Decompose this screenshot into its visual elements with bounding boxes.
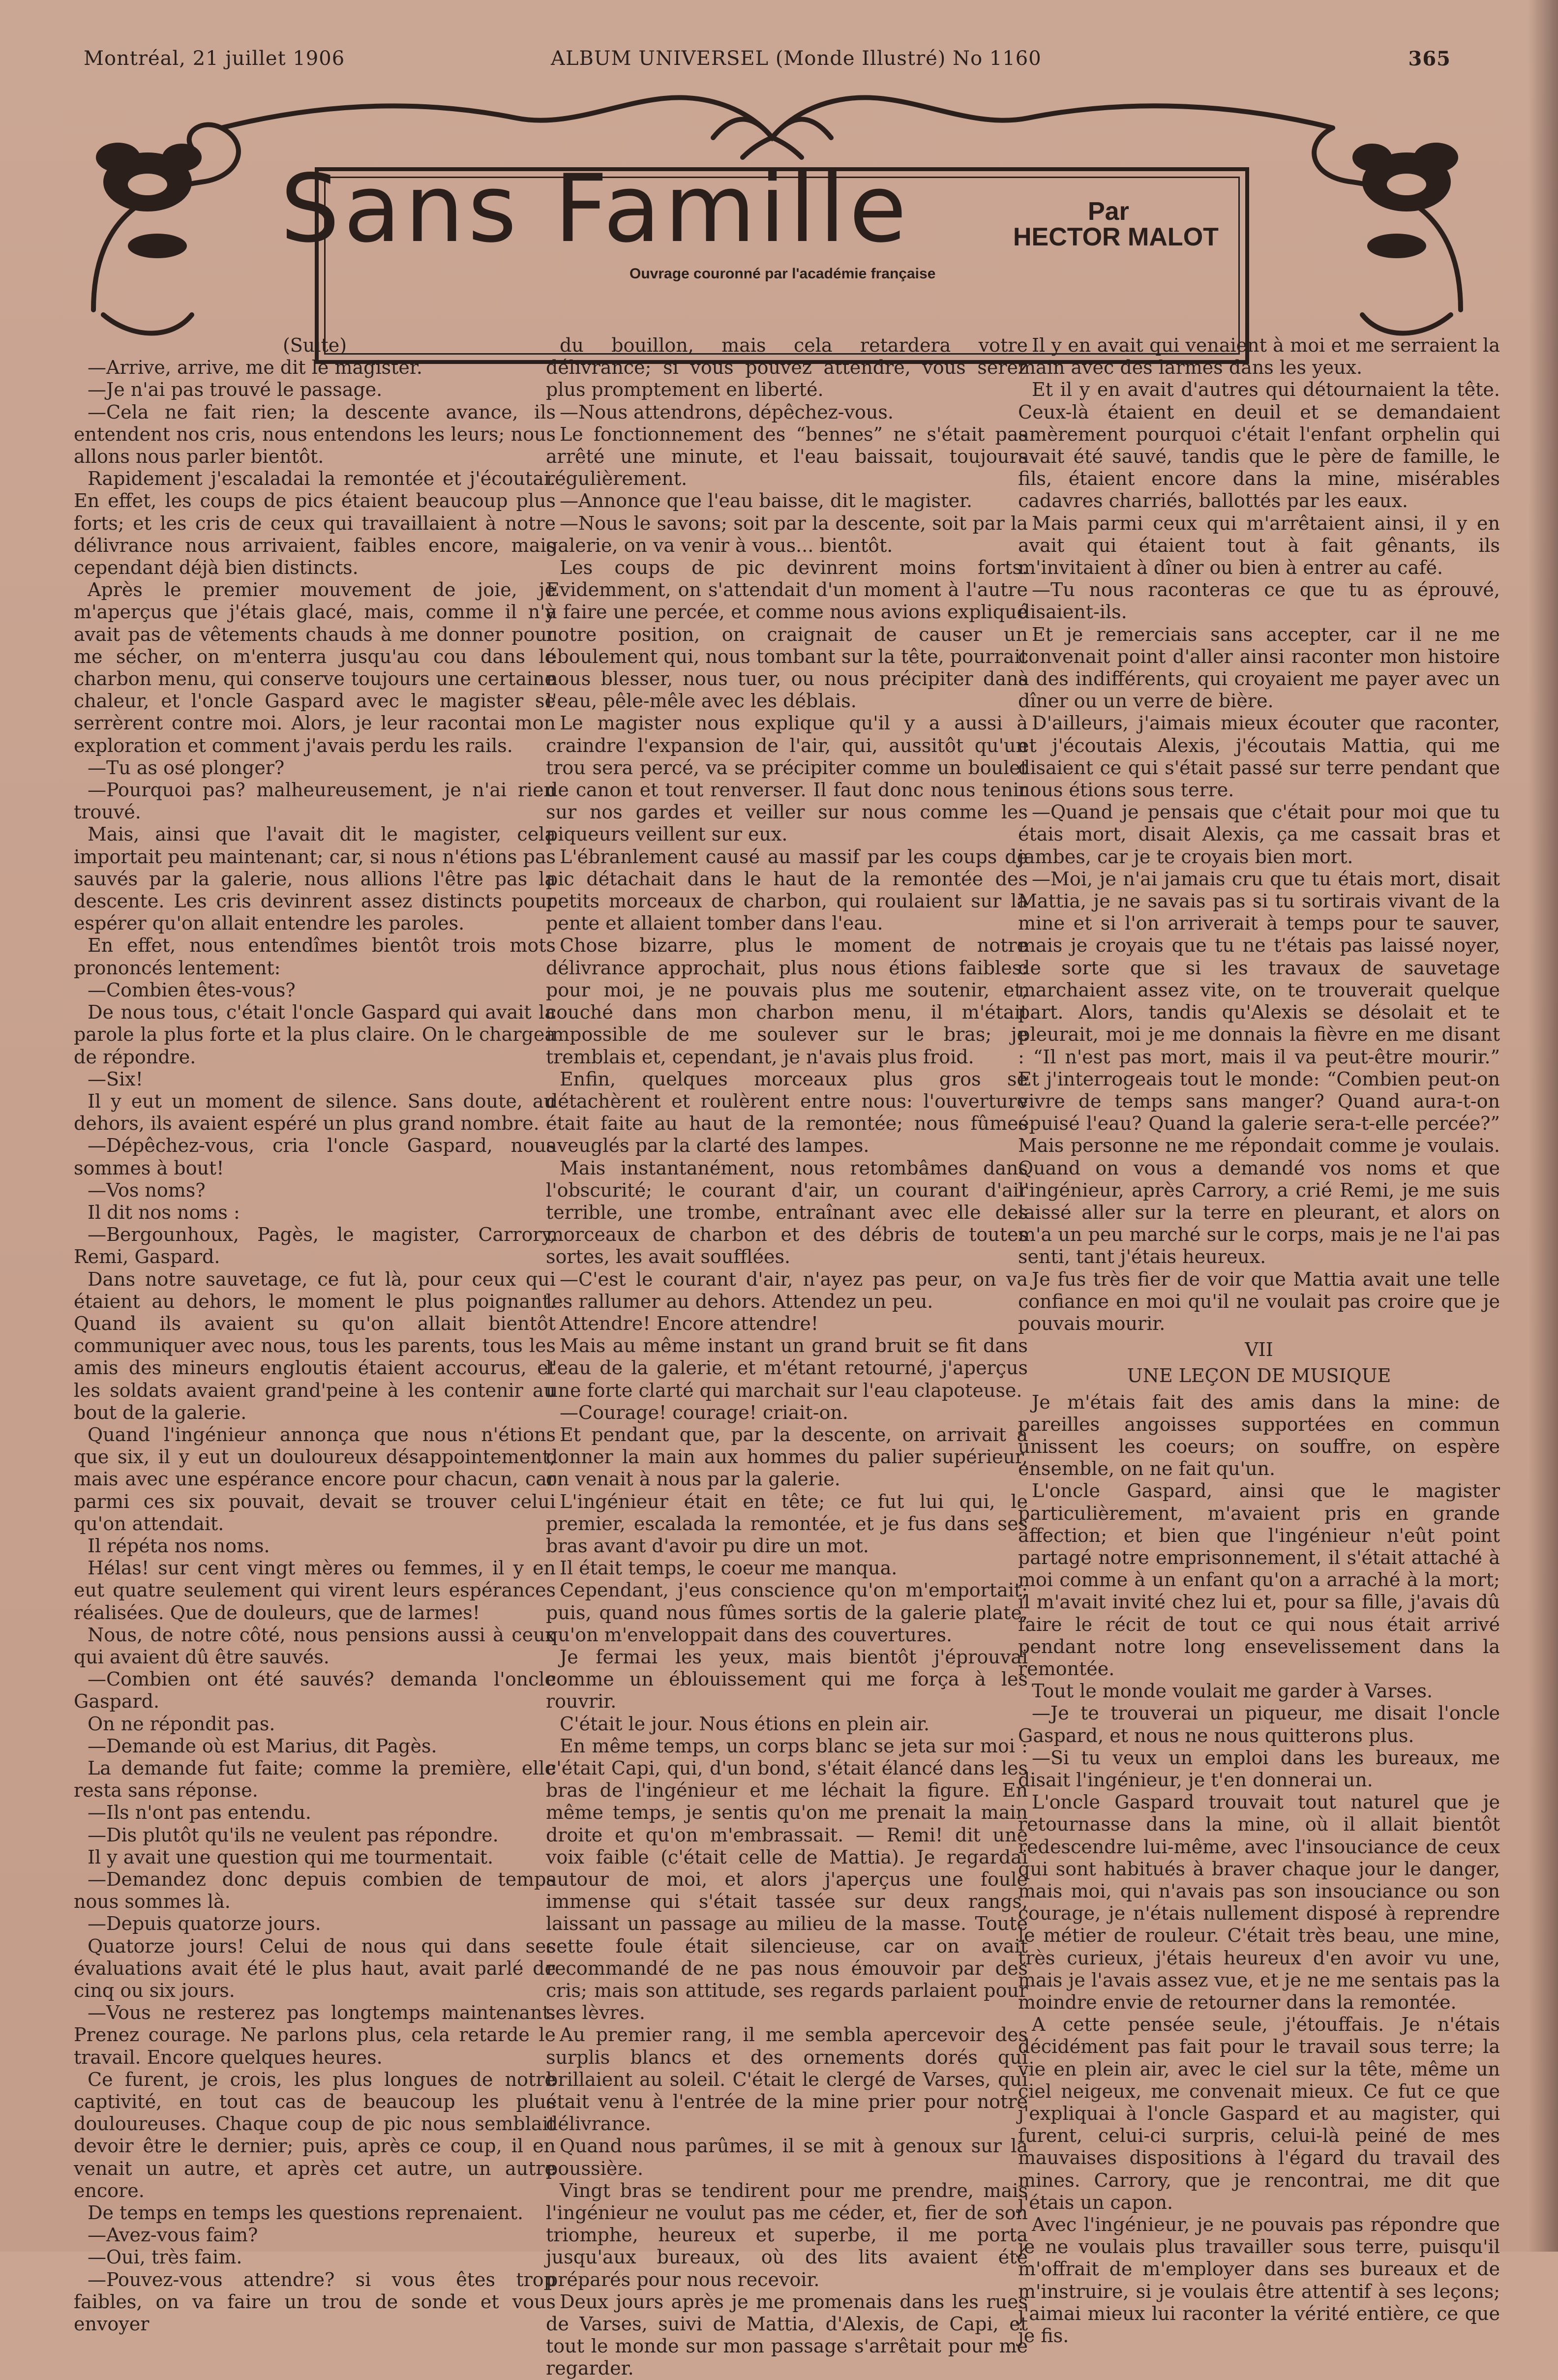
text-column-2 (546, 334, 1028, 2380)
paragraph: —Demandez donc depuis combien de temps nous sommes là. (74, 1868, 556, 1913)
paragraph: —Depuis quatorze jours. (88, 1913, 321, 1935)
paragraph: De nous tous, c'était l'oncle Gaspard qui avait la parole la plus forte et la plus claire. On le chargea de répondre. (74, 1001, 556, 1068)
paragraph: Je fus très fier de voir que Mattia avait une telle confiance en moi qu'il ne voulait pas croire que je pouvais mourir. (1018, 1268, 1500, 1334)
paragraph: Après le premier mouvement de joie, je m'aperçus que j'étais glacé, mais, comme il n'y avait pas de vêtements chauds à me donner pour me sécher, on m'enterra jusqu'au cou dans le charbon menu, qui conserve toujours une certaine chaleur, et l'oncle Gaspard avec le magister se serrèrent contre moi. Alors, je leur racontai mon exploration et comment j'avais perdu les rails. (74, 579, 556, 756)
paragraph: A cette pensée seule, j'étouffais. Je n'étais décidément pas fait pour le travail sous terre; la vie en plein air, avec le ciel sur la tête, même un ciel neigeux, me convenait mieux. Ce fut ce que j'expliquai à l'oncle Gaspard et au magister, qui furent, celui-ci surpris, celui-là peiné de mes mauvaises dispositions à l'égard du travail des mines. Carrory, que je rencontrai, me dit que j'étais un capon. (1018, 2014, 1500, 2213)
paragraph: Quatorze jours! Celui de nous qui dans ses évaluations avait été le plus haut, avait parlé de cinq ou six jours. (74, 1935, 556, 2002)
paragraph: —Courage! courage! criait-on. (560, 1401, 848, 1423)
paragraph: Je fermai les yeux, mais bientôt j'éprouvai comme un éblouissement qui me força à les rouvrir. (546, 1646, 1028, 1713)
paragraph: —Avez-vous faim? (88, 2224, 258, 2246)
section-heading: (Suite) (282, 334, 347, 356)
section-heading: UNE LEÇON DE MUSIQUE (1127, 1365, 1391, 1387)
page-number: 365 (1408, 47, 1451, 70)
paragraph: Et pendant que, par la descente, on arrivait à donner la main aux hommes du palier supérieur, on venait à nous par la galerie. (546, 1423, 1028, 1490)
paragraph: Hélas! sur cent vingt mères ou femmes, il y en eut quatre seulement qui virent leurs espérances réalisées. Que de douleurs, que de larmes! (74, 1557, 556, 1624)
running-head (74, 47, 1451, 77)
paragraph: Mais parmi ceux qui m'arrêtaient ainsi, il y en avait qui étaient tout à fait gênants, ils m'invitaient à dîner ou bien à entrer au café. (1018, 512, 1500, 579)
paragraph: —Je te trouverai un piqueur, me disait l'oncle Gaspard, et nous ne nous quitterons plus. (1018, 1702, 1500, 1747)
paragraph: —Bergounhoux, Pagès, le magister, Carrory, Remi, Gaspard. (74, 1224, 556, 1268)
paragraph: Dans notre sauvetage, ce fut là, pour ceux qui étaient au dehors, le moment le plus poignant. Quand ils avaient su qu'on allait bientôt communiquer avec nous, tous les parents, tous les amis des mineurs engloutis étaient accourus, et les soldats avaient grand'peine à les contenir au bout de la galerie. (74, 1268, 556, 1423)
paragraph: Tout le monde voulait me garder à Varses. (1032, 1680, 1433, 1702)
running-head-publication: ALBUM UNIVERSEL (Monde Illustré) No 1160 (551, 47, 1042, 70)
paragraph: Il y avait une question qui me tourmentait. (88, 1846, 494, 1868)
paragraph: Mais, ainsi que l'avait dit le magister, cela importait peu maintenant; car, si nous n'étions pas sauvés par la galerie, nous allions l'être pas la descente. Les cris devinrent assez distincts pour espérer qu'on allait entendre les paroles. (74, 823, 556, 934)
paragraph: On ne répondit pas. (88, 1713, 275, 1735)
paragraph: —Demande où est Marius, dit Pagès. (88, 1735, 437, 1757)
paragraph: Il y eut un moment de silence. Sans doute, au dehors, ils avaient espéré un plus grand nombre. (74, 1090, 556, 1135)
paragraph: Au premier rang, il me sembla apercevoir des surplis blancs et des ornements dorés qui brillaient au soleil. C'était le clergé de Varses, qui était venu à l'entrée de la mine prier pour notre délivrance. (546, 2024, 1028, 2135)
paragraph: De temps en temps les questions reprenaient. (88, 2202, 524, 2224)
paragraph: La demande fut faite; comme la première, elle resta sans réponse. (74, 1757, 556, 1802)
paragraph: Le magister nous explique qu'il y a aussi à craindre l'expansion de l'air, qui, aussitôt qu'un trou sera percé, va se précipiter comme un boulet de canon et tout renverser. Il faut donc nous tenir sur nos gardes et veiller sur nous comme les piqueurs veillent sur eux. (546, 712, 1028, 845)
paragraph: Mais au même instant un grand bruit se fit dans l'eau de la galerie, et m'étant retourné, j'aperçus une forte clarté qui marchait sur l'eau clapoteuse. (546, 1335, 1028, 1401)
paragraph: Il était temps, le coeur me manqua. (560, 1557, 898, 1579)
paragraph: —Tu as osé plonger? (88, 756, 285, 779)
paragraph: Nous, de notre côté, nous pensions aussi à ceux qui avaient dû être sauvés. (74, 1624, 556, 1668)
paragraph: —Quand je pensais que c'était pour moi que tu étais mort, disait Alexis, ça me cassait bras et jambes, car je te croyais bien mort. (1018, 801, 1500, 868)
paragraph: Rapidement j'escaladai la remontée et j'écoutai. En effet, les coups de pics étaient beaucoup plus forts; et les cris de ceux qui travaillaient à notre délivrance nous arrivaient, faibles encore, mais cependant déjà bien distincts. (74, 468, 556, 579)
paragraph: Avec l'ingénieur, je ne pouvais pas répondre que je ne voulais plus travailler sous terre, puisqu'il m'offrait de m'employer dans ses bureaux et de m'instruire, si je voulais être attentif à ses leçons; j'aimai mieux lui raconter la vérité entière, ce que je fis. (1018, 2214, 1500, 2347)
paragraph: —Pourquoi pas? malheureusement, je n'ai rien trouvé. (74, 779, 556, 823)
paragraph: Mais instantanément, nous retombâmes dans l'obscurité; le courant d'air, un courant d'air terrible, une trombe, entraînant avec elle des morceaux de charbon et des débris de toutes sortes, les avait soufflées. (546, 1157, 1028, 1268)
paragraph: —Ils n'ont pas entendu. (88, 1802, 311, 1824)
paragraph: L'ébranlement causé au massif par les coups de pic détachait dans le haut de la remontée des petits morceaux de charbon, qui roulaient sur la pente et allaient tomber dans l'eau. (546, 845, 1028, 934)
text-column-3 (1018, 334, 1500, 2347)
paragraph: —Six! (88, 1068, 143, 1090)
section-heading: VII (1245, 1339, 1273, 1361)
binding-shadow (1528, 0, 1558, 2252)
paragraph: —Dépêchez-vous, cria l'oncle Gaspard, nous sommes à bout! (74, 1135, 556, 1179)
paragraph: —C'est le courant d'air, n'ayez pas peur, on va les rallumer au dehors. Attendez un peu. (546, 1268, 1028, 1312)
paragraph: Deux jours après je me promenais dans les rues de Varses, suivi de Mattia, d'Alexis, de Capi, et tout le monde sur mon passage s'arrêtait pour me regarder. (546, 2290, 1028, 2380)
paragraph: Quand l'ingénieur annonça que nous n'étions que six, il y eut un douloureux désappointement, mais avec une espérance encore pour chacun, car parmi ces six pouvait, devait se trouver celui qu'on attendait. (74, 1423, 556, 1535)
paragraph: L'oncle Gaspard trouvait tout naturel que je retournasse dans la mine, où il allait bientôt redescendre lui-même, avec l'insouciance de ceux qui sont habitués à braver chaque jour le danger, mais moi, qui n'avais pas son insouciance ou son courage, je n'étais nullement disposé à reprendre le métier de rouleur. C'était très beau, une mine, très curieux, j'étais heureux d'en avoir vu une, mais je l'avais assez vue, et je ne me sentais pas la moindre envie de retourner dans la remontée. (1018, 1791, 1500, 2014)
paragraph: Cependant, j'eus conscience qu'on m'emportait; puis, quand nous fûmes sortis de la galerie plate, qu'on m'enveloppait dans des couvertures. (546, 1579, 1028, 1646)
paragraph: L'oncle Gaspard, ainsi que le magister particulièrement, m'avaient pris en grande affection; et bien que l'ingénieur n'eût point partagé notre emprisonnement, il s'était attaché à moi comme à un enfant qu'on a arraché à la mort; il m'avait invité chez lui et, pour sa fille, j'avais dû faire le récit de tout ce qui nous était arrivé pendant notre long ensevelissement dans la remontée. (1018, 1480, 1500, 1680)
paragraph: —Vos noms? (88, 1179, 206, 1201)
paragraph: —Pouvez-vous attendre? si vous êtes trop faibles, on va faire un trou de sonde et vous envoyer (74, 2268, 556, 2335)
paragraph: C'était le jour. Nous étions en plein air. (560, 1713, 930, 1735)
author-prefix: Par (1088, 197, 1129, 226)
paragraph: —Annonce que l'eau baisse, dit le magister. (560, 490, 973, 512)
paragraph: —Dis plutôt qu'ils ne veulent pas répondre. (88, 1824, 499, 1846)
paragraph: —Moi, je n'ai jamais cru que tu étais mort, disait Mattia, je ne savais pas si tu sortirais vivant de la mine et si l'on arriverait à temps pour te sauver, mais je croyais que tu ne t'étais pas laissé noyer, de sorte que si les travaux de sauvetage marchaient assez vite, on te trouverait quelque part. Alors, tandis qu'Alexis se désolait et te pleurait, moi je me donnais la fièvre en me disant : “Il n'est pas mort, mais il va peut-être mourir.” Et j'interrogeais tout le monde: “Combien peut-on vivre de temps sans manger? Quand aura-t-on épuisé l'eau? Quand la galerie sera-t-elle percée?” Mais personne ne me répondait comme je voulais. Quand on vous a demandé vos noms et que l'ingénieur, après Carrory, a crié Remi, je me suis laissé aller sur la terre en pleurant, et alors on m'a un peu marché sur le corps, mais je ne l'ai pas senti, tant j'étais heureux. (1018, 868, 1500, 1268)
paragraph: —Tu nous raconteras ce que tu as éprouvé, disaient-ils. (1018, 579, 1500, 623)
paragraph: Quand nous parûmes, il se mit à genoux sur la poussière. (546, 2135, 1028, 2179)
text-column-1 (74, 334, 556, 2335)
paragraph: Et je remerciais sans accepter, car il ne me convenait point d'aller ainsi raconter mon histoire à des indifférents, qui croyaient me payer avec un dîner ou un verre de bière. (1018, 623, 1500, 712)
paragraph: D'ailleurs, j'aimais mieux écouter que raconter, et j'écoutais Alexis, j'écoutais Mattia, qui me disaient ce qui s'était passé sur terre pendant que nous étions sous terre. (1018, 712, 1500, 801)
paragraph: —Nous attendrons, dépêchez-vous. (560, 401, 894, 423)
paragraph: —Arrive, arrive, me dit le magister. (88, 357, 422, 379)
subtitle: Ouvrage couronné par l'académie française (629, 266, 936, 282)
paragraph: Ce furent, je crois, les plus longues de notre captivité, en tout cas de beaucoup les plus douloureuses. Chaque coup de pic nous semblait devoir être le dernier; puis, après ce coup, il en venait un autre, et après cet autre, un autre encore. (74, 2068, 556, 2201)
paragraph: Le fonctionnement des “bennes” ne s'était pas arrêté une minute, et l'eau baissait, toujours régulièrement. (546, 423, 1028, 490)
author-name: HECTOR MALOT (1013, 223, 1219, 251)
paragraph: Enfin, quelques morceaux plus gros se détachèrent et roulèrent entre nous: l'ouverture était faite au haut de la remontée; nous fûmes aveuglés par la clarté des lampes. (546, 1068, 1028, 1157)
paragraph: —Oui, très faim. (88, 2246, 242, 2268)
paragraph: —Vous ne resterez pas longtemps maintenant. Prenez courage. Ne parlons plus, cela retarde le travail. Encore quelques heures. (74, 2002, 556, 2068)
paragraph: —Si tu veux un emploi dans les bureaux, me disait l'ingénieur, je t'en donnerai un. (1018, 1747, 1500, 1791)
serial-title: Sans Famille (280, 154, 911, 263)
paragraph: Les coups de pic devinrent moins forts. Evidemment, on s'attendait d'un moment à l'autre à faire une percée, et comme nous avions expliqué notre position, on craignait de causer un éboulement qui, nous tombant sur la tête, pourrait nous blesser, nous tuer, ou nous précipiter dans l'eau, pêle-mêle avec les déblais. (546, 557, 1028, 712)
paragraph: Il répéta nos noms. (88, 1535, 270, 1557)
paragraph: Chose bizarre, plus le moment de notre délivrance approchait, plus nous étions faibles: pour moi, je ne pouvais plus me soutenir, et, couché dans mon charbon menu, il m'était impossible de me soulever sur le bras; je tremblais et, cependant, je n'avais plus froid. (546, 934, 1028, 1068)
paragraph: du bouillon, mais cela retardera votre délivrance; si vous pouvez attendre, vous serez plus promptement en liberté. (546, 334, 1028, 401)
paragraph: L'ingénieur était en tête; ce fut lui qui, le premier, escalada la remontée, et je fus dans ses bras avant d'avoir pu dire un mot. (546, 1490, 1028, 1557)
paragraph: Attendre! Encore attendre! (560, 1312, 819, 1334)
paragraph: —Nous le savons; soit par la descente, soit par la galerie, on va venir à vous... bientôt. (546, 512, 1028, 556)
paragraph: —Je n'ai pas trouvé le passage. (88, 379, 383, 401)
running-head-date: Montréal, 21 juillet 1906 (84, 47, 345, 70)
paragraph: Et il y en avait d'autres qui détournaient la tête. Ceux-là étaient en deuil et se demandaient amèrement pourquoi c'était l'enfant orphelin qui avait été sauvé, tandis que le père de famille, le fils, étaient encore dans la mine, misérables cadavres charriés, ballottés par les eaux. (1018, 379, 1500, 512)
paragraph: En même temps, un corps blanc se jeta sur moi : c'était Capi, qui, d'un bond, s'était élancé dans les bras de l'ingénieur et me léchait la figure. En même temps, je sentis qu'on me prenait la main droite et qu'on m'embrassait. — Remi! dit une voix faible (c'était celle de Mattia). Je regardai autour de moi, et alors j'aperçus une foule immense qui s'était tassée sur deux rangs, laissant un passage au milieu de la masse. Toute cette foule était silencieuse, car on avait recommandé de ne pas nous émouvoir par des cris; mais son attitude, ses regards parlaient pour ses lèvres. (546, 1735, 1028, 2024)
paragraph: —Cela ne fait rien; la descente avance, ils entendent nos cris, nous entendons les leurs; nous allons nous parler bientôt. (74, 401, 556, 468)
paragraph: Je m'étais fait des amis dans la mine: de pareilles angoisses supportées en commun unissent les coeurs; on souffre, on espère ensemble, on ne fait qu'un. (1018, 1391, 1500, 1480)
paragraph: Vingt bras se tendirent pour me prendre, mais l'ingénieur ne voulut pas me céder, et, fier de son triomphe, heureux et superbe, il me porta jusqu'aux bureaux, où des lits avaient été préparés pour nous recevoir. (546, 2179, 1028, 2290)
paragraph: En effet, nous entendîmes bientôt trois mots prononcés lentement: (74, 934, 556, 979)
paragraph: Il y en avait qui venaient à moi et me serraient la main avec des larmes dans les yeux. (1018, 334, 1500, 379)
paragraph: —Combien êtes-vous? (88, 979, 296, 1001)
paragraph: —Combien ont été sauvés? demanda l'oncle Gaspard. (74, 1668, 556, 1713)
paragraph: Il dit nos noms : (88, 1201, 240, 1223)
